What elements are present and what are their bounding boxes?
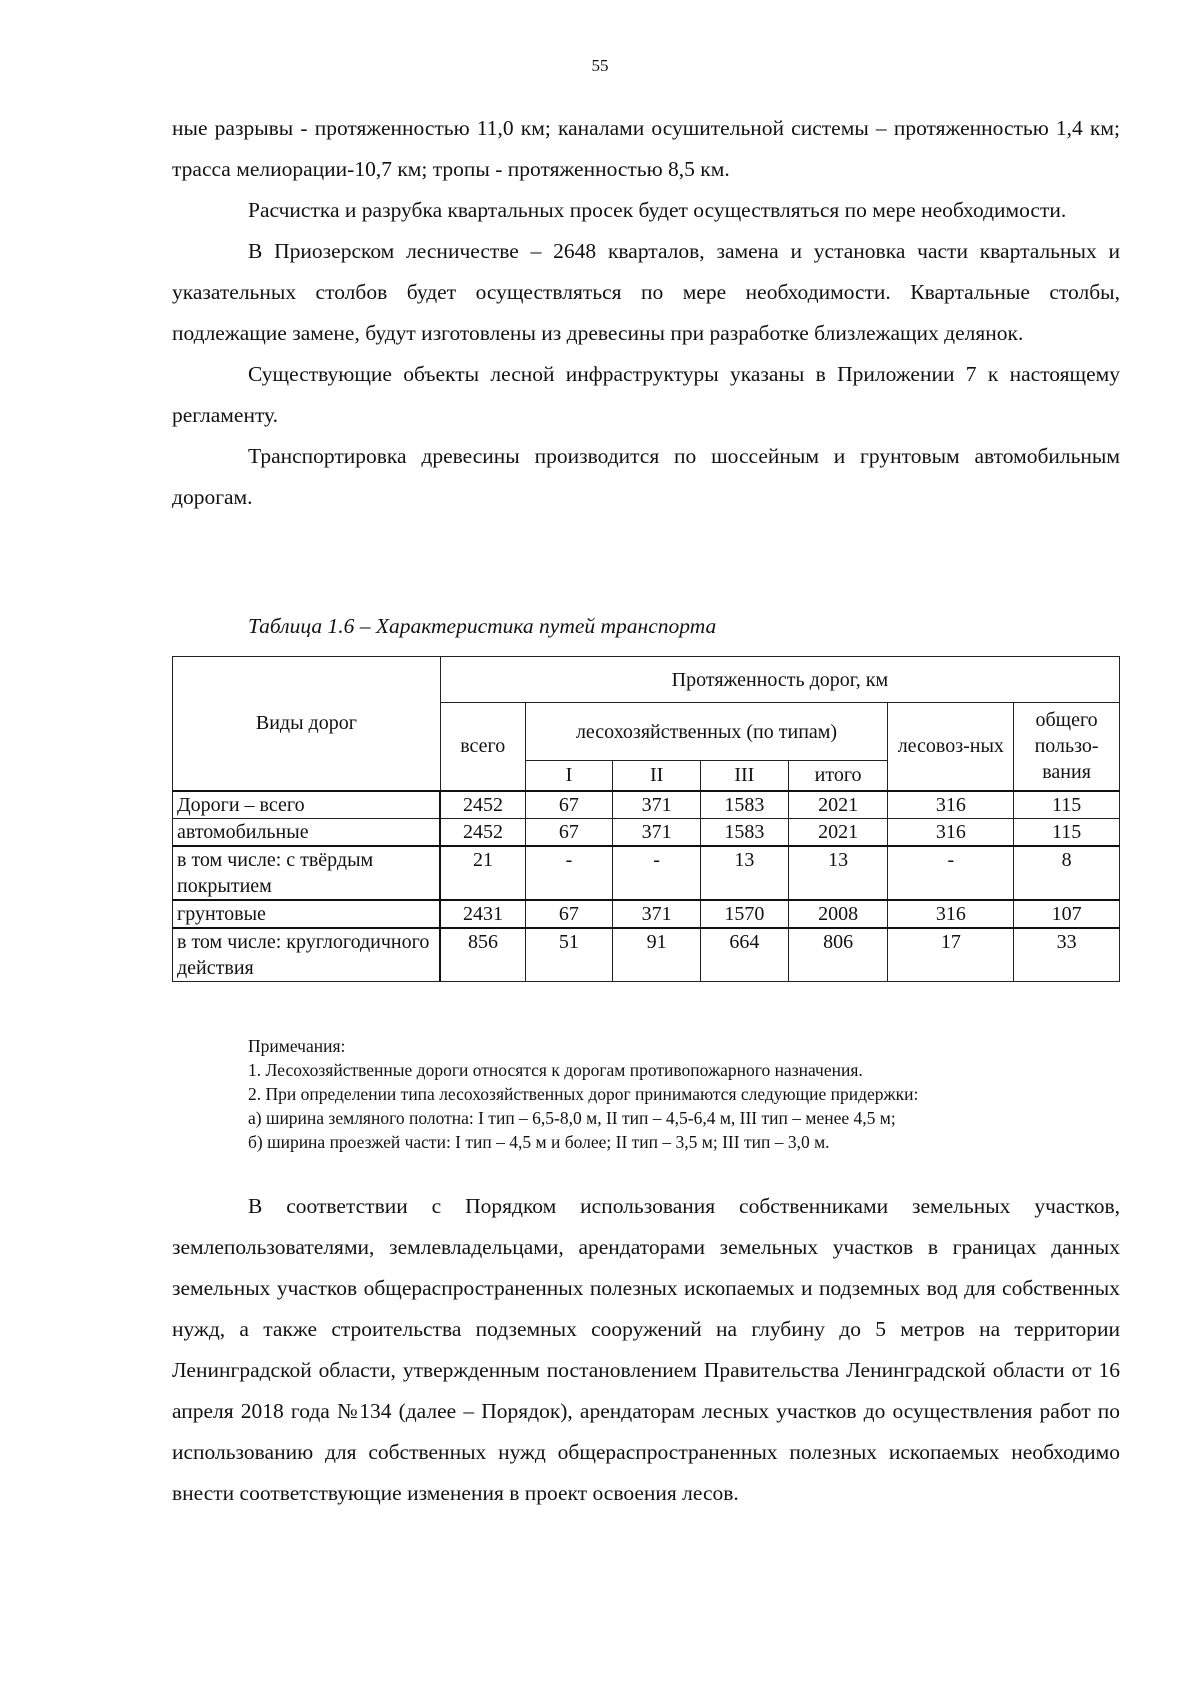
header-total: всего (440, 703, 525, 791)
cell-total: 2452 (440, 818, 525, 846)
table-row (173, 900, 1120, 928)
header-type-2: II (613, 761, 701, 791)
intro-text (172, 108, 1120, 518)
note-item: 2. При определении типа лесохозяйственных дорог принимаются следующие придержки: (248, 1084, 919, 1104)
cell-logging: 316 (888, 900, 1014, 928)
cell-type-3: 1570 (700, 900, 788, 928)
paragraph-order: В соответствии с Порядком использования собственниками земельных участков, землепользователями, землевладельцами, арендаторами земельных участков в границах данных земельных участков общераспространенных полезных ископаемых и подземных вод для собственных нужд, а также строительства подземных сооружений на глубину до 5 метров на территории Ленинградской области, утвержденным постановлением Правительства Ленинградской области от 16 апреля 2018 года №134 (далее – Порядок), арендаторам лесных участков до осуществления работ по использованию для собственных нужд общераспространенных полезных ископаемых необходимо внести соответствующие изменения в проект освоения лесов. (172, 1194, 1120, 1505)
cell-total: 2431 (440, 900, 525, 928)
header-type-1: I (525, 761, 613, 791)
row-label: грунтовые (173, 900, 441, 928)
paragraph-quarters: В Приозерском лесничестве – 2648 кварталов, замена и установка части квартальных и указательных столбов будет осуществляться по мере необходимости. Квартальные столбы, подлежащие замене, будут изготовлены из древесины при разработке близлежащих делянок. (172, 239, 1120, 345)
paragraph-infrastructure: Существующие объекты лесной инфраструктуры указаны в Приложении 7 к настоящему регламенту. (172, 362, 1120, 427)
table-row (173, 928, 1120, 982)
cell-type-2: 371 (613, 900, 701, 928)
closing-text (172, 1186, 1120, 1514)
cell-public: 33 (1014, 928, 1120, 982)
cell-logging: - (888, 846, 1014, 900)
cell-logging: 316 (888, 791, 1014, 819)
cell-total: 21 (440, 846, 525, 900)
paragraph-continuation: ные разрывы - протяженностью 11,0 км; каналами осушительной системы – протяженностью 1,4 км; трасса мелиорации-10,7 км; тропы - протяженностью 8,5 км. (172, 116, 1120, 181)
header-length: Протяженность дорог, км (440, 657, 1119, 703)
cell-subtotal: 2021 (788, 818, 888, 846)
cell-type-1: - (525, 846, 613, 900)
cell-type-2: - (613, 846, 701, 900)
page-number: 55 (591, 56, 609, 75)
cell-type-2: 371 (613, 791, 701, 819)
cell-subtotal: 2008 (788, 900, 888, 928)
cell-type-3: 13 (700, 846, 788, 900)
cell-public: 8 (1014, 846, 1120, 900)
cell-type-1: 67 (525, 900, 613, 928)
paragraph-transport: Транспортировка древесины производится по шоссейным и грунтовым автомобильным дорогам. (172, 444, 1120, 509)
row-label: автомобильные (173, 818, 441, 846)
note-item: 1. Лесохозяйственные дороги относятся к дорогам противопожарного назначения. (248, 1060, 863, 1080)
header-public: общего пользо-вания (1014, 703, 1120, 791)
notes-title: Примечания: (248, 1036, 346, 1056)
header-subtotal: итого (788, 761, 888, 791)
cell-type-3: 1583 (700, 791, 788, 819)
table-notes (248, 1034, 1108, 1154)
table-caption: Таблица 1.6 – Характеристика путей транспорта (248, 614, 717, 638)
table-row (173, 791, 1120, 819)
cell-public: 115 (1014, 791, 1120, 819)
cell-total: 856 (440, 928, 525, 982)
cell-type-1: 67 (525, 791, 613, 819)
cell-type-1: 51 (525, 928, 613, 982)
cell-logging: 17 (888, 928, 1014, 982)
cell-type-3: 664 (700, 928, 788, 982)
cell-subtotal: 13 (788, 846, 888, 900)
cell-subtotal: 806 (788, 928, 888, 982)
cell-type-2: 371 (613, 818, 701, 846)
row-label: в том числе: с твёрдым покрытием (173, 846, 441, 900)
header-road-types: Виды дорог (173, 657, 441, 791)
note-item: а) ширина земляного полотна: I тип – 6,5-8,0 м, II тип – 4,5-6,4 м, III тип – менее 4,5 м; (248, 1108, 896, 1128)
cell-type-1: 67 (525, 818, 613, 846)
row-label: в том числе: круглогодичного действия (173, 928, 441, 982)
header-logging: лесовоз-ных (888, 703, 1014, 791)
cell-logging: 316 (888, 818, 1014, 846)
roads-table (172, 656, 1120, 982)
header-type-3: III (700, 761, 788, 791)
cell-subtotal: 2021 (788, 791, 888, 819)
row-label: Дороги – всего (173, 791, 441, 819)
table-row (173, 846, 1120, 900)
note-item: б) ширина проезжей части: I тип – 4,5 м и более; II тип – 3,5 м; III тип – 3,0 м. (248, 1132, 830, 1152)
cell-public: 107 (1014, 900, 1120, 928)
header-forestry: лесохозяйственных (по типам) (525, 703, 888, 761)
cell-public: 115 (1014, 818, 1120, 846)
cell-type-2: 91 (613, 928, 701, 982)
cell-type-3: 1583 (700, 818, 788, 846)
cell-total: 2452 (440, 791, 525, 819)
table-row (173, 818, 1120, 846)
paragraph-clearing: Расчистка и разрубка квартальных просек будет осуществляться по мере необходимости. (248, 198, 1067, 222)
